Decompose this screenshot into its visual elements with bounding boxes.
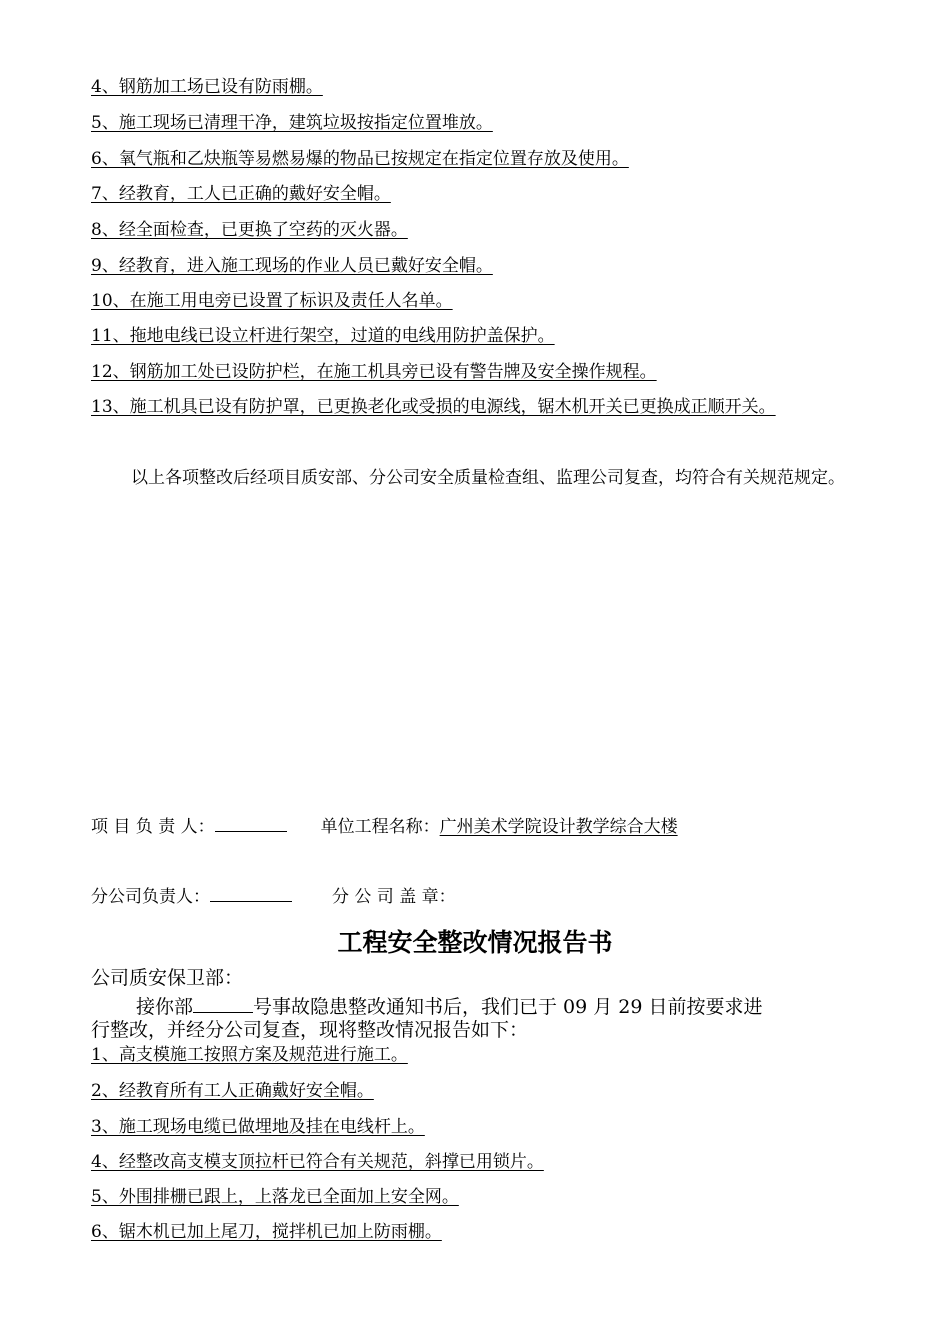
rectification-item: 9、经教育，进入施工现场的作业人员已戴好安全帽。 xyxy=(91,256,493,276)
rectification-item: 10、在施工用电旁已设置了标识及责任人名单。 xyxy=(91,291,453,311)
rectification-item: 12、钢筋加工处已设防护栏，在施工机具旁已设有警告牌及安全操作规程。 xyxy=(91,362,657,382)
unit-project-label: 单位工程名称： xyxy=(320,817,440,837)
project-leader-blank xyxy=(215,813,287,832)
report-intro-line xyxy=(136,992,763,1020)
branch-leader-label: 分公司负责人： xyxy=(91,887,210,907)
rectification-item: 6、氧气瓶和乙炔瓶等易燃易爆的物品已按规定在指定位置存放及使用。 xyxy=(91,149,629,169)
rectification-item: 7、经教育，工人已正确的戴好安全帽。 xyxy=(91,184,391,204)
rectification-item: 11、拖地电线已设立杆进行架空，过道的电线用防护盖保护。 xyxy=(91,326,555,346)
report-item: 6、锯木机已加上尾刀，搅拌机已加上防雨棚。 xyxy=(91,1222,442,1242)
report-item: 2、经教育所有工人正确戴好安全帽。 xyxy=(91,1081,374,1101)
report-item: 1、高支模施工按照方案及规范进行施工。 xyxy=(91,1045,408,1065)
branch-leader-blank xyxy=(210,883,292,902)
rectification-item: 8、经全面检查，已更换了空药的灭火器。 xyxy=(91,220,408,240)
branch-seal-label: 分 公 司 盖 章： xyxy=(332,887,456,907)
notice-number-blank xyxy=(193,992,253,1013)
report-item: 4、经整改高支模支顶拉杆已符合有关规范，斜撑已用锁片。 xyxy=(91,1152,544,1172)
rectification-item: 4、钢筋加工场已设有防雨棚。 xyxy=(91,77,323,97)
rectification-item: 13、施工机具已设有防护罩，已更换老化或受损的电源线，锯木机开关已更换成正顺开关。 xyxy=(91,397,776,417)
report-intro-continued: 行整改，并经分公司复查，现将整改情况报告如下： xyxy=(91,1019,529,1041)
project-leader-row xyxy=(91,813,678,838)
rectification-item: 5、施工现场已清理干净，建筑垃圾按指定位置堆放。 xyxy=(91,113,493,133)
branch-leader-row xyxy=(91,883,456,908)
unit-project-value: 广州美术学院设计教学综合大楼 xyxy=(439,817,678,837)
report-title: 工程安全整改情况报告书 xyxy=(337,928,613,957)
project-leader-label: 项 目 负 责 人： xyxy=(91,817,215,837)
report-item: 5、外围排栅已跟上，上落龙已全面加上安全网。 xyxy=(91,1187,459,1207)
report-intro-middle: 号事故隐患整改通知书后，我们已于 09 月 29 日前按要求进 xyxy=(253,996,763,1018)
report-item: 3、施工现场电缆已做埋地及挂在电线杆上。 xyxy=(91,1117,425,1137)
conclusion-paragraph: 以上各项整改后经项目质安部、分公司安全质量检查组、监理公司复查，均符合有关规范规定。 xyxy=(131,468,845,488)
report-recipient: 公司质安保卫部： xyxy=(91,967,244,989)
report-intro-start: 接你部 xyxy=(136,996,194,1018)
